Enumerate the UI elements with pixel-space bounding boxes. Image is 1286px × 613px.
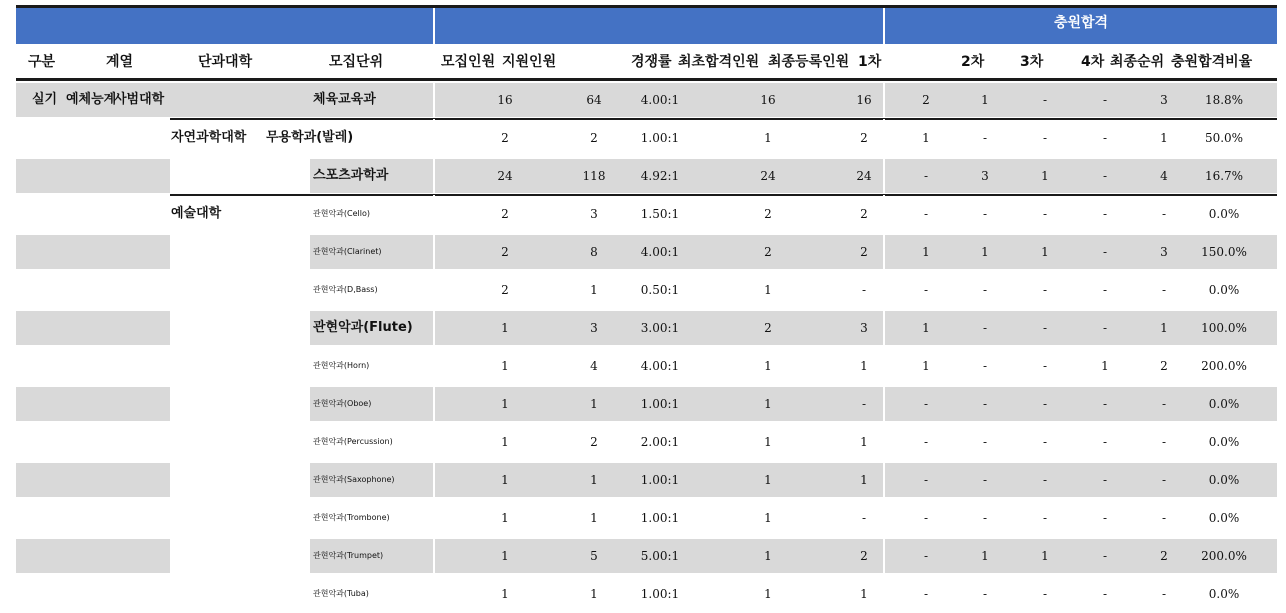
cell-unit: 관현악과(Trumpet) [313,551,384,560]
table-row [16,271,1277,309]
cell-first-pass: 1 [764,549,772,563]
column-separator [433,499,435,537]
cell-first-pass: 2 [764,321,772,335]
col-header-round1: 1차 [858,54,882,70]
cell-unit: 체육교육과 [313,92,376,107]
cell-round4: - [1102,93,1108,107]
row-shading [16,539,170,573]
table-row [16,81,1277,119]
cell-round1: - [923,511,929,525]
column-separator [433,537,435,575]
band-separator [433,8,435,44]
cell-ratio: 4.00:1 [640,93,680,107]
cell-unit: 무용학과(발레) [266,130,354,145]
cell-round1: - [923,587,929,601]
cell-unit: 관현악과(Cello) [313,209,371,218]
cell-first-pass: 1 [764,131,772,145]
cell-round3: - [1042,473,1048,487]
column-separator [883,271,885,309]
cell-applicants: 5 [590,549,598,563]
table-row [16,423,1277,461]
column-separator [883,423,885,461]
cell-college: 예술대학 [171,206,222,221]
col-header-unit: 모집단위 [329,54,384,70]
cell-first-pass: 2 [764,245,772,259]
cell-final-reg: - [861,283,867,297]
cell-round2: - [982,587,988,601]
cell-final-rank: 3 [1160,245,1168,259]
cell-round2: - [982,435,988,449]
cell-first-pass: 1 [764,283,772,297]
table-row [16,575,1277,613]
table-row [16,157,1277,195]
cell-ratio: 1.00:1 [640,587,680,601]
cell-fill-rate: 200.0% [1201,549,1247,563]
cell-final-rank: - [1161,397,1167,411]
column-separator [433,119,435,157]
cell-round1: - [923,207,929,221]
cell-ratio: 4.00:1 [640,245,680,259]
cell-recruit: 2 [501,207,509,221]
cell-round4: - [1102,169,1108,183]
cell-fill-rate: 0.0% [1208,207,1240,221]
cell-recruit: 24 [497,169,513,183]
cell-round1: 1 [922,131,930,145]
cell-round3: - [1042,283,1048,297]
cell-round3: - [1042,131,1048,145]
cell-fill-rate: 50.0% [1204,131,1244,145]
cell-ratio: 2.00:1 [640,435,680,449]
cell-applicants: 1 [590,511,598,525]
cell-recruit: 1 [501,587,509,601]
cell-round4: - [1102,131,1108,145]
cell-fill-rate: 150.0% [1201,245,1247,259]
cell-fill-rate: 200.0% [1201,359,1247,373]
cell-round4: - [1102,245,1108,259]
cell-unit: 관현악과(Horn) [313,361,370,370]
cell-round1: 1 [922,321,930,335]
column-separator [883,347,885,385]
cell-final-rank: 2 [1160,549,1168,563]
cell-final-reg: 1 [860,473,868,487]
cell-final-rank: - [1161,587,1167,601]
table-row [16,385,1277,423]
cell-recruit: 1 [501,549,509,563]
cell-round2: - [982,131,988,145]
cell-ratio: 1.00:1 [640,511,680,525]
row-shading [310,539,1277,573]
cell-round1: 1 [922,359,930,373]
cell-round2: - [982,511,988,525]
cell-recruit: 1 [501,473,509,487]
column-header-row [16,44,1277,81]
row-shading [16,463,170,497]
cell-round1: - [923,435,929,449]
cell-first-pass: 1 [764,397,772,411]
cell-round3: - [1042,93,1048,107]
cell-final-rank: - [1161,511,1167,525]
table-row [16,195,1277,233]
cell-fill-rate: 0.0% [1208,511,1240,525]
row-shading [310,311,1277,345]
cell-round3: 1 [1041,169,1049,183]
row-shading [310,387,1277,421]
cell-final-reg: 2 [860,245,868,259]
cell-final-reg: - [861,397,867,411]
cell-first-pass: 1 [764,587,772,601]
table-row [16,233,1277,271]
cell-round4: - [1102,511,1108,525]
cell-final-reg: - [861,511,867,525]
cell-recruit: 1 [501,511,509,525]
table-row [16,309,1277,347]
cell-round2: 1 [981,245,989,259]
cell-ratio: 1.00:1 [640,131,680,145]
cell-round4: - [1102,283,1108,297]
col-header-college: 단과대학 [198,54,253,70]
cell-recruit: 1 [501,359,509,373]
cell-fill-rate: 0.0% [1208,283,1240,297]
cell-applicants: 3 [590,321,598,335]
cell-applicants: 3 [590,207,598,221]
cell-round3: - [1042,435,1048,449]
table-row [16,499,1277,537]
column-separator [883,157,885,195]
cell-round4: - [1102,473,1108,487]
cell-applicants: 4 [590,359,598,373]
column-separator [883,119,885,157]
cell-recruit: 16 [497,93,513,107]
cell-round4: - [1102,321,1108,335]
table-row [16,461,1277,499]
cell-round3: 1 [1041,245,1049,259]
cell-round4: - [1102,207,1108,221]
cell-fill-rate: 0.0% [1208,473,1240,487]
cell-ratio: 1.50:1 [640,207,680,221]
cell-applicants: 1 [590,397,598,411]
table-row [16,119,1277,157]
cell-final-reg: 1 [860,359,868,373]
col-header-recruit: 모집인원 [441,54,496,70]
cell-college: 사범대학 [114,92,165,107]
row-shading [16,311,170,345]
cell-round1: - [923,397,929,411]
cell-final-rank: 1 [1160,321,1168,335]
cell-round3: - [1042,587,1048,601]
cell-recruit: 1 [501,397,509,411]
column-separator [883,81,885,119]
row-shading [310,463,1277,497]
cell-round3: - [1042,321,1048,335]
cell-round1: - [923,283,929,297]
col-header-applicants: 지원인원 [502,54,557,70]
column-separator [433,423,435,461]
cell-round4: - [1102,397,1108,411]
cell-unit: 관현악과(Saxophone) [313,475,395,484]
column-separator [433,271,435,309]
cell-round2: - [982,321,988,335]
cell-round2: 1 [981,549,989,563]
cell-ratio: 5.00:1 [640,549,680,563]
column-separator [433,461,435,499]
cell-fill-rate: 18.8% [1204,93,1244,107]
row-shading [310,235,1277,269]
cell-first-pass: 2 [764,207,772,221]
col-header-round4: 4차 [1081,54,1105,70]
cell-final-rank: 3 [1160,93,1168,107]
column-separator [883,195,885,233]
group-title-supplementary: 충원합격 [1053,15,1109,31]
cell-round1: - [923,169,929,183]
column-separator [433,233,435,271]
cell-fill-rate: 16.7% [1204,169,1244,183]
cell-round2: 3 [981,169,989,183]
cell-round3: - [1042,207,1048,221]
column-separator [883,461,885,499]
cell-final-rank: 2 [1160,359,1168,373]
column-separator [883,233,885,271]
cell-round1: - [923,549,929,563]
cell-final-rank: - [1161,283,1167,297]
cell-unit: 관현악과(Flute) [313,320,413,335]
cell-recruit: 1 [501,435,509,449]
cell-unit: 관현악과(Trombone) [313,513,390,522]
cell-round4: - [1102,435,1108,449]
col-header-fill-rate: 충원합격비율 [1171,54,1253,70]
cell-applicants: 118 [582,169,606,183]
header-band [16,5,1277,44]
cell-recruit: 2 [501,283,509,297]
col-header-round2: 2차 [961,54,985,70]
cell-round2: - [982,359,988,373]
cell-final-reg: 1 [860,587,868,601]
col-header-final-reg: 최종등록인원 [768,54,850,70]
cell-round2: - [982,207,988,221]
cell-final-rank: - [1161,473,1167,487]
col-header-round3: 3차 [1020,54,1044,70]
cell-applicants: 1 [590,473,598,487]
cell-first-pass: 1 [764,511,772,525]
cell-round2: - [982,283,988,297]
cell-ratio: 3.00:1 [640,321,680,335]
cell-first-pass: 24 [760,169,776,183]
cell-recruit: 2 [501,131,509,145]
table-row [16,537,1277,575]
cell-final-reg: 2 [860,207,868,221]
column-separator [883,537,885,575]
column-separator [433,385,435,423]
cell-unit: 관현악과(Clarinet) [313,247,382,256]
admission-results-table [16,5,1277,613]
cell-round1: 2 [922,93,930,107]
column-separator [433,81,435,119]
column-separator [883,309,885,347]
cell-ratio: 1.00:1 [640,397,680,411]
cell-ratio: 4.92:1 [640,169,680,183]
cell-final-reg: 2 [860,131,868,145]
row-shading [16,387,170,421]
cell-round3: - [1042,359,1048,373]
col-header-gyeyeol: 계열 [106,54,134,70]
row-shading [16,159,170,193]
cell-applicants: 2 [590,435,598,449]
cell-fill-rate: 0.0% [1208,587,1240,601]
table-row [16,347,1277,385]
table-body [16,81,1277,613]
cell-ratio: 4.00:1 [640,359,680,373]
cell-unit: 관현악과(Percussion) [313,437,393,446]
row-shading [310,159,1277,193]
cell-fill-rate: 0.0% [1208,397,1240,411]
column-separator [883,575,885,613]
cell-ratio: 1.00:1 [640,473,680,487]
cell-final-reg: 3 [860,321,868,335]
cell-final-reg: 2 [860,549,868,563]
cell-applicants: 1 [590,283,598,297]
cell-final-rank: 1 [1160,131,1168,145]
cell-fill-rate: 100.0% [1201,321,1247,335]
cell-unit: 관현악과(D,Bass) [313,285,378,294]
col-header-ratio: 경쟁률 [631,54,672,70]
cell-round4: - [1102,587,1108,601]
column-separator [883,385,885,423]
cell-unit: 관현악과(Oboe) [313,399,372,408]
cell-applicants: 1 [590,587,598,601]
cell-round2: - [982,397,988,411]
cell-first-pass: 16 [760,93,776,107]
cell-round1: - [923,473,929,487]
column-separator [883,499,885,537]
cell-recruit: 1 [501,321,509,335]
column-separator [433,347,435,385]
col-header-gubun: 구분 [28,54,56,70]
col-header-first-pass: 최초합격인원 [678,54,760,70]
cell-applicants: 2 [590,131,598,145]
cell-round2: - [982,473,988,487]
cell-applicants: 8 [590,245,598,259]
cell-fill-rate: 0.0% [1208,435,1240,449]
cell-final-rank: - [1161,435,1167,449]
cell-unit: 스포츠과학과 [313,168,389,183]
cell-final-rank: - [1161,207,1167,221]
cell-unit: 관현악과(Tuba) [313,589,369,598]
cell-recruit: 2 [501,245,509,259]
row-shading [16,235,170,269]
cell-first-pass: 1 [764,473,772,487]
cell-first-pass: 1 [764,359,772,373]
column-separator [433,195,435,233]
column-separator [433,309,435,347]
column-separator [433,157,435,195]
cell-round3: - [1042,397,1048,411]
cell-round3: - [1042,511,1048,525]
cell-round3: 1 [1041,549,1049,563]
cell-first-pass: 1 [764,435,772,449]
col-header-final-rank: 최종순위 [1110,54,1165,70]
cell-round4: 1 [1101,359,1109,373]
column-separator [433,575,435,613]
cell-ratio: 0.50:1 [640,283,680,297]
cell-gubun: 실기 [32,92,58,107]
cell-college: 자연과학대학 [171,130,247,145]
cell-round1: 1 [922,245,930,259]
cell-round2: 1 [981,93,989,107]
cell-final-reg: 16 [856,93,872,107]
cell-gyeyeol: 예체능계 [66,92,117,107]
cell-final-rank: 4 [1160,169,1168,183]
cell-final-reg: 1 [860,435,868,449]
cell-round4: - [1102,549,1108,563]
cell-final-reg: 24 [856,169,872,183]
cell-applicants: 64 [586,93,602,107]
